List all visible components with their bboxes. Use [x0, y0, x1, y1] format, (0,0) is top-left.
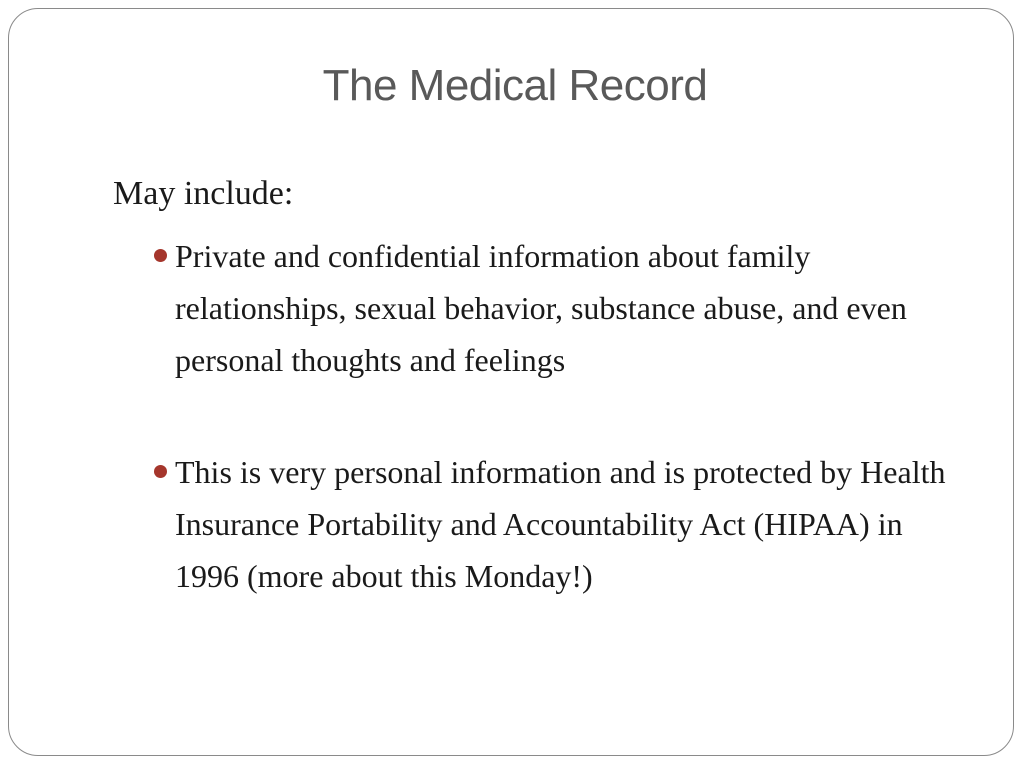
slide-title: The Medical Record	[322, 61, 708, 110]
bullet-item	[150, 446, 970, 602]
bullet-dot-icon	[154, 465, 167, 478]
intro-text: May include:	[113, 175, 294, 212]
bullet-dot-icon	[154, 249, 167, 262]
bullet-list-first	[150, 230, 970, 386]
bullet-text: Private and confidential information about family relationships, sexual behavior, substance abuse, and even personal thoughts and feelings	[175, 238, 907, 378]
bullet-item	[150, 230, 970, 386]
bullet-text: This is very personal information and is protected by Health Insurance Portability and Accountability Act (HIPAA) in 1996 (more about this Monday!)	[175, 454, 946, 594]
bullet-list-second	[150, 446, 970, 602]
